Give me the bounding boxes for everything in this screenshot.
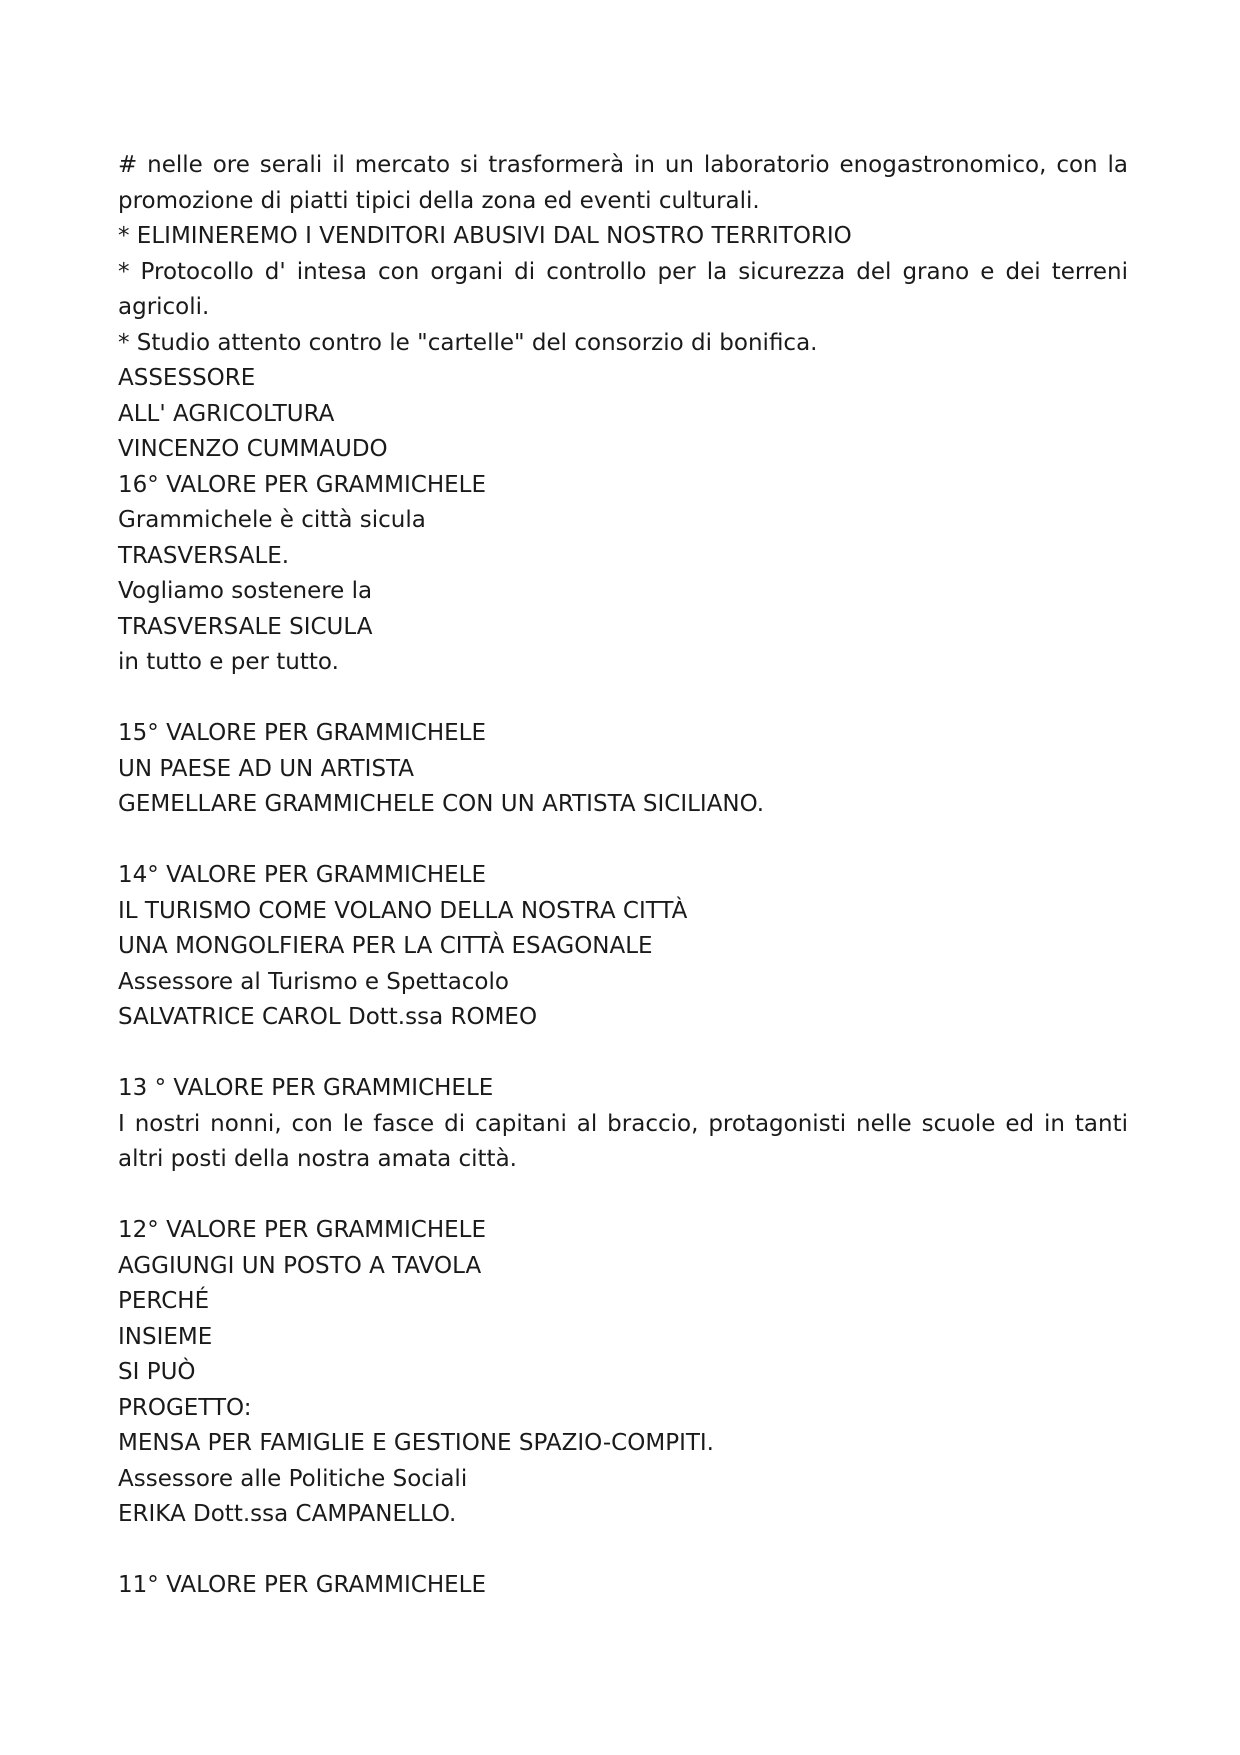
section-line: AGGIUNGI UN POSTO A TAVOLA: [118, 1252, 482, 1279]
section-14: [118, 858, 1128, 1036]
section-line: in tutto e per tutto.: [118, 649, 339, 675]
section-15: [118, 716, 1128, 823]
section-16: [118, 468, 1128, 681]
section-line: IL TURISMO COME VOLANO DELLA NOSTRA CITTÀ: [118, 897, 688, 924]
section-title: 15° VALORE PER GRAMMICHELE: [118, 720, 486, 746]
section-title: 12° VALORE PER GRAMMICHELE: [118, 1217, 486, 1243]
paragraph-gap: [118, 1036, 1128, 1072]
section-title: 14° VALORE PER GRAMMICHELE: [118, 862, 486, 888]
section-line: UNA MONGOLFIERA PER LA CITTÀ ESAGONALE: [118, 933, 653, 959]
section-line: Grammichele è città sicula: [118, 507, 426, 533]
intro-line: ALL' AGRICOLTURA: [118, 400, 335, 427]
section-line: PROGETTO:: [118, 1394, 252, 1421]
intro-line: ASSESSORE: [118, 365, 256, 391]
section-line: MENSA PER FAMIGLIE E GESTIONE SPAZIO-COMPITI.: [118, 1430, 714, 1456]
section-line: Vogliamo sostenere la: [118, 578, 373, 604]
section-line: Assessore al Turismo e Spettacolo: [118, 968, 509, 995]
document-body: [118, 148, 1128, 1604]
section-line: PERCHÉ: [118, 1288, 210, 1314]
intro-item-study: * Studio attento contro le "cartelle" del consorzio di bonifica.: [118, 329, 818, 356]
section-title: 11° VALORE PER GRAMMICHELE: [118, 1572, 486, 1598]
paragraph-gap: [118, 823, 1128, 859]
section-title: 16° VALORE PER GRAMMICHELE: [118, 471, 486, 498]
paragraph-gap: [118, 1533, 1128, 1569]
intro-section: [118, 148, 1128, 468]
section-13: [118, 1071, 1128, 1178]
section-paragraph: I nostri nonni, con le fasce di capitani al braccio, protagonisti nelle scuole ed in tanti altri posti della nostra amata città.: [118, 1110, 1128, 1172]
section-line: ERIKA Dott.ssa CAMPANELLO.: [118, 1501, 457, 1527]
section-line: TRASVERSALE SICULA: [118, 613, 373, 640]
section-title: 13 ° VALORE PER GRAMMICHELE: [118, 1075, 494, 1101]
paragraph-gap: [118, 1178, 1128, 1214]
section-line: SALVATRICE CAROL Dott.ssa ROMEO: [118, 1004, 538, 1030]
section-line: GEMELLARE GRAMMICHELE CON UN ARTISTA SICILIANO.: [118, 791, 765, 817]
intro-item-protocol: * Protocollo d' intesa con organi di controllo per la sicurezza del grano e dei terreni agricoli.: [118, 258, 1128, 320]
section-line: INSIEME: [118, 1323, 213, 1350]
section-line: Assessore alle Politiche Sociali: [118, 1465, 468, 1492]
section-line: SI PUÒ: [118, 1359, 196, 1385]
section-12: [118, 1213, 1128, 1533]
section-line: UN PAESE AD UN ARTISTA: [118, 755, 415, 782]
intro-paragraph-market: # nelle ore serali il mercato si trasformerà in un laboratorio enogastronomico, con la promozione di piatti tipici della zona ed eventi culturali.: [118, 152, 1128, 214]
intro-item-vendors: * ELIMINEREMO I VENDITORI ABUSIVI DAL NOSTRO TERRITORIO: [118, 223, 852, 249]
intro-line: VINCENZO CUMMAUDO: [118, 436, 388, 462]
section-line: TRASVERSALE.: [118, 542, 290, 569]
paragraph-gap: [118, 681, 1128, 717]
section-11: [118, 1568, 1128, 1604]
